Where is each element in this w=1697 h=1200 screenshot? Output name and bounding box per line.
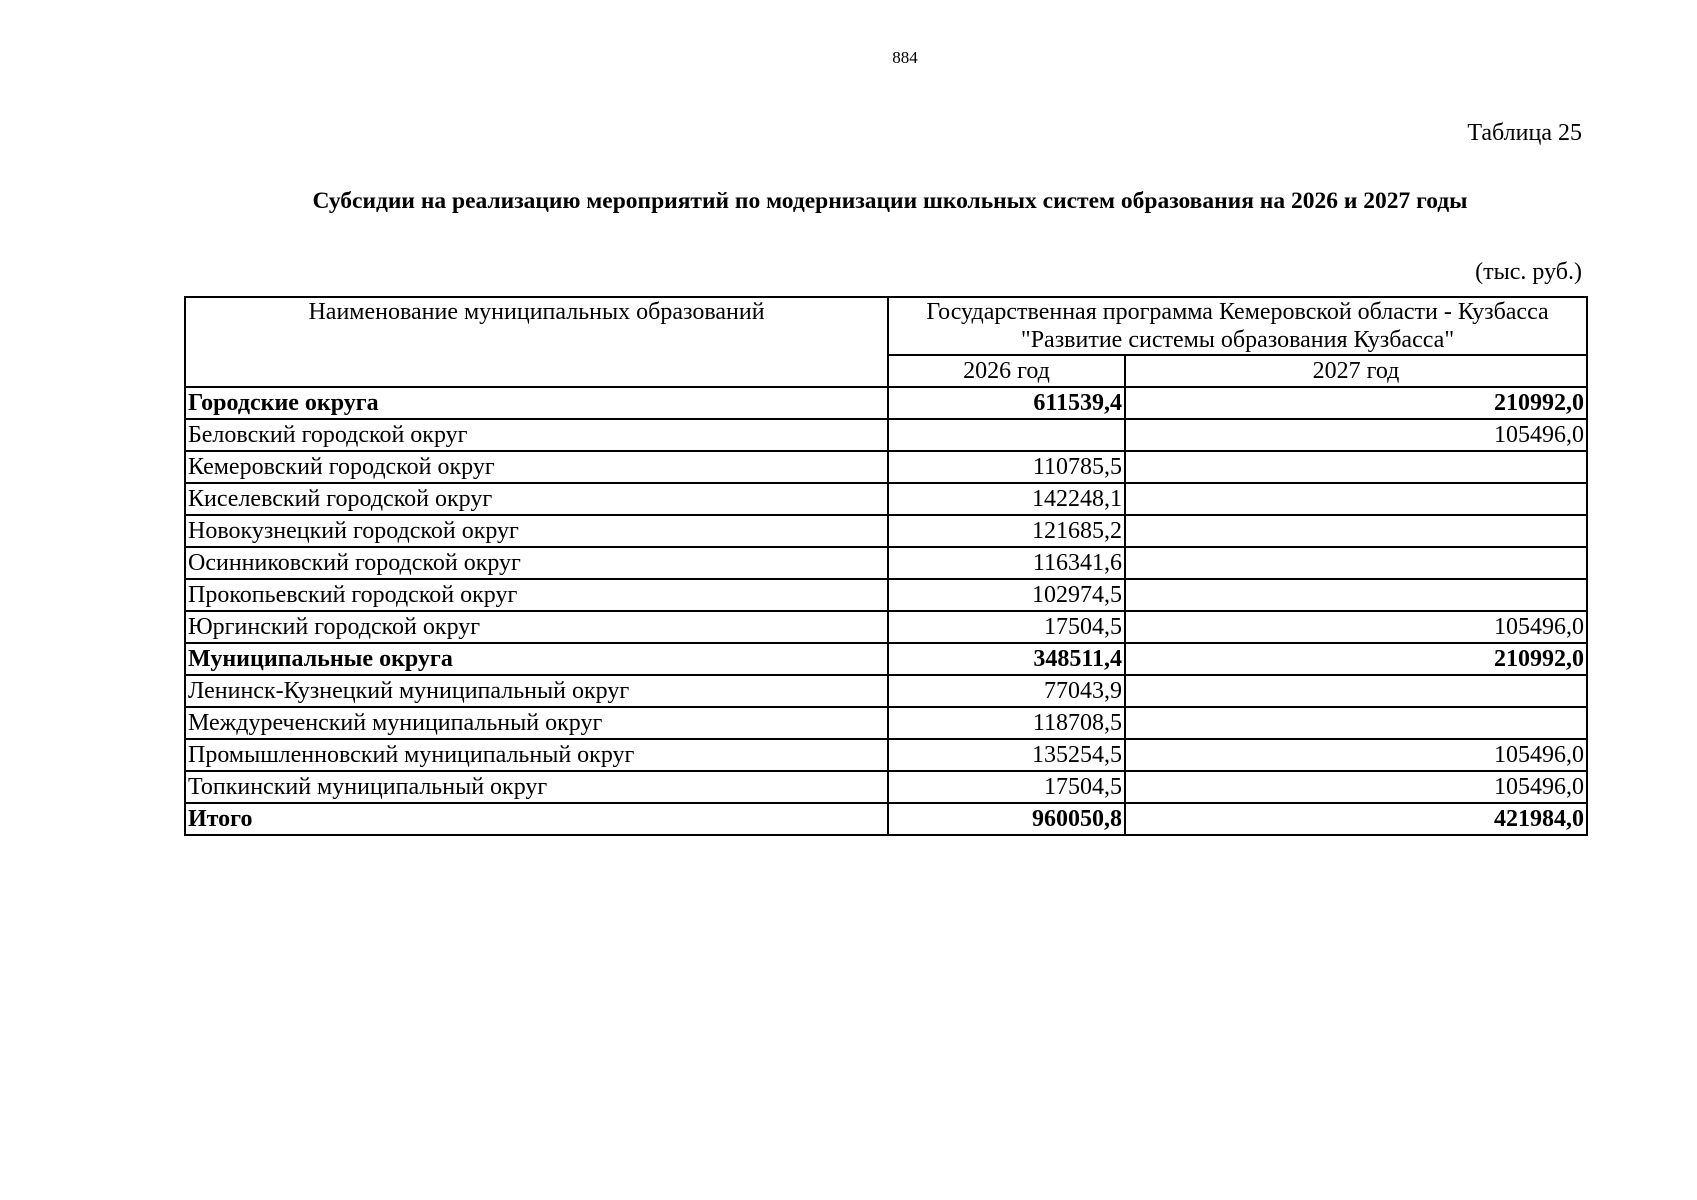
row-name: Топкинский муниципальный округ xyxy=(185,771,888,803)
row-value-2026: 118708,5 xyxy=(888,707,1125,739)
row-value-2026: 611539,4 xyxy=(888,387,1125,419)
row-value-2026: 102974,5 xyxy=(888,579,1125,611)
row-value-2026: 121685,2 xyxy=(888,515,1125,547)
row-value-2027 xyxy=(1125,675,1587,707)
row-value-2027: 105496,0 xyxy=(1125,739,1587,771)
row-value-2026: 110785,5 xyxy=(888,451,1125,483)
page-title: Субсидии на реализацию мероприятий по модернизации школьных систем образования на 2026 и 2027 годы xyxy=(312,188,1468,214)
row-value-2027 xyxy=(1125,707,1587,739)
row-value-2026: 348511,4 xyxy=(888,643,1125,675)
row-value-2027: 210992,0 xyxy=(1125,387,1587,419)
table-row xyxy=(185,707,1587,739)
header-year-2026: 2026 год xyxy=(888,355,1125,387)
subsidies-table xyxy=(184,296,1588,836)
row-name: Беловский городской округ xyxy=(185,419,888,451)
row-value-2027 xyxy=(1125,451,1587,483)
row-value-2026: 960050,8 xyxy=(888,803,1125,835)
table-row xyxy=(185,419,1587,451)
row-name: Междуреченский муниципальный округ xyxy=(185,707,888,739)
header-name: Наименование муниципальных образований xyxy=(185,297,888,387)
page-number: 884 xyxy=(892,48,918,67)
row-value-2027: 421984,0 xyxy=(1125,803,1587,835)
header-year-2027: 2027 год xyxy=(1125,355,1587,387)
row-name: Городские округа xyxy=(185,387,888,419)
table-row xyxy=(185,675,1587,707)
row-name: Муниципальные округа xyxy=(185,643,888,675)
row-value-2027: 105496,0 xyxy=(1125,611,1587,643)
row-name: Осинниковский городской округ xyxy=(185,547,888,579)
row-value-2026: 116341,6 xyxy=(888,547,1125,579)
row-value-2027 xyxy=(1125,483,1587,515)
table-row xyxy=(185,579,1587,611)
header-program-line1: Государственная программа Кемеровской области - Кузбасса xyxy=(926,299,1549,325)
row-name: Ленинск-Кузнецкий муниципальный округ xyxy=(185,675,888,707)
row-value-2026: 17504,5 xyxy=(888,611,1125,643)
table-row xyxy=(185,451,1587,483)
row-value-2026: 77043,9 xyxy=(888,675,1125,707)
table-row xyxy=(185,611,1587,643)
table-row-group xyxy=(185,643,1587,675)
row-name: Киселевский городской округ xyxy=(185,483,888,515)
row-value-2027 xyxy=(1125,547,1587,579)
header-program-line2: "Развитие системы образования Кузбасса" xyxy=(1020,327,1455,353)
table-row xyxy=(185,483,1587,515)
row-value-2027: 105496,0 xyxy=(1125,419,1587,451)
row-name: Промышленновский муниципальный округ xyxy=(185,739,888,771)
table-row xyxy=(185,771,1587,803)
row-name: Прокопьевский городской округ xyxy=(185,579,888,611)
row-value-2026: 142248,1 xyxy=(888,483,1125,515)
row-name: Новокузнецкий городской округ xyxy=(185,515,888,547)
row-value-2027: 105496,0 xyxy=(1125,771,1587,803)
header-program xyxy=(888,297,1587,355)
row-value-2026: 17504,5 xyxy=(888,771,1125,803)
row-value-2026 xyxy=(888,419,1125,451)
row-name: Кемеровский городской округ xyxy=(185,451,888,483)
row-value-2027 xyxy=(1125,515,1587,547)
row-value-2027 xyxy=(1125,579,1587,611)
table-label: Таблица 25 xyxy=(1467,120,1582,146)
table-row xyxy=(185,739,1587,771)
row-value-2026: 135254,5 xyxy=(888,739,1125,771)
table-row xyxy=(185,547,1587,579)
table-header-row xyxy=(185,297,1587,355)
unit-note: (тыс. руб.) xyxy=(1475,259,1582,285)
table-row-total xyxy=(185,803,1587,835)
row-value-2027: 210992,0 xyxy=(1125,643,1587,675)
table-row-group xyxy=(185,387,1587,419)
table-row xyxy=(185,515,1587,547)
row-name: Итого xyxy=(185,803,888,835)
row-name: Юргинский городской округ xyxy=(185,611,888,643)
